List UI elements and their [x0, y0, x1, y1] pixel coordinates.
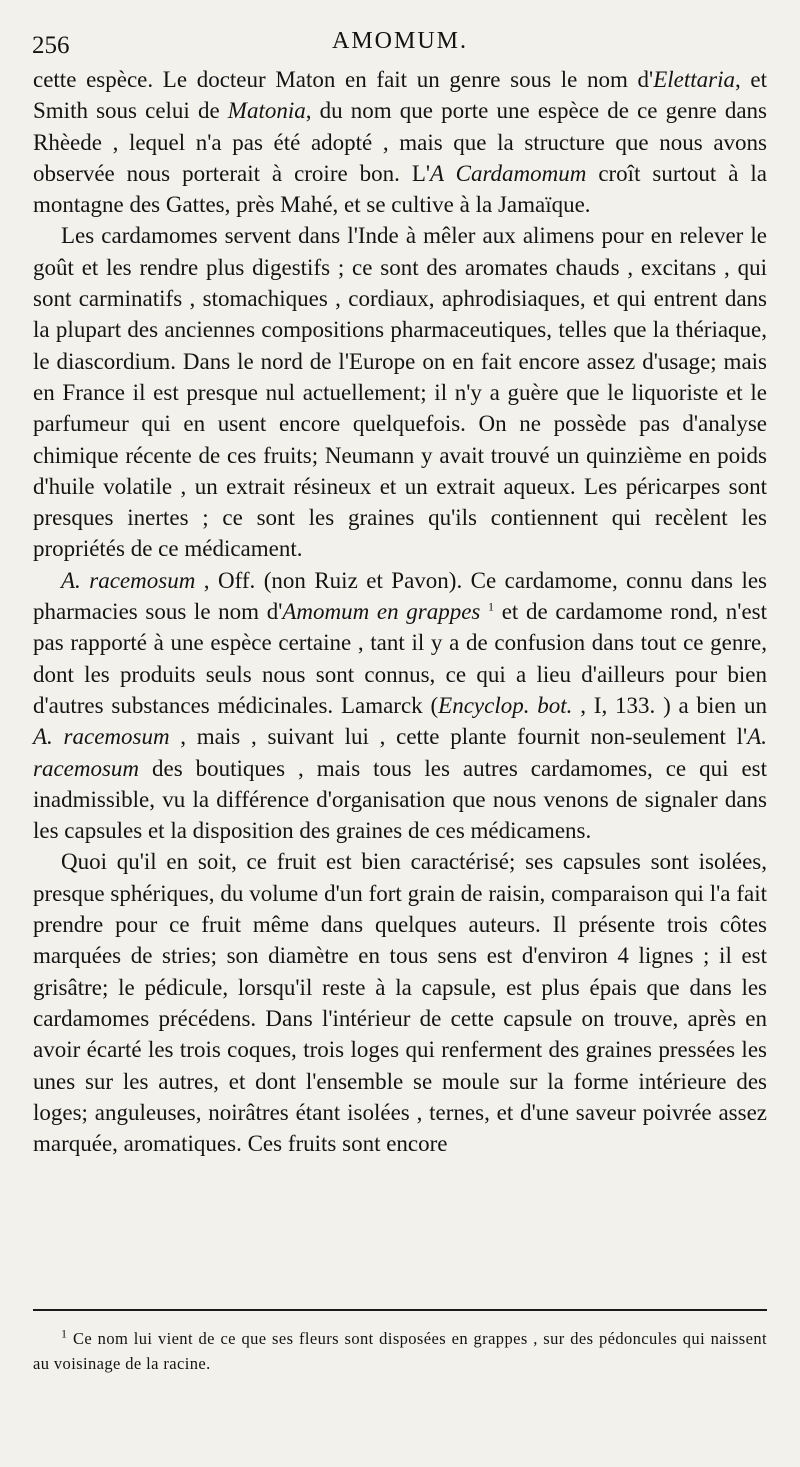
page-number: 256 — [32, 32, 70, 59]
text-run: , et Smith sous celui de — [33, 67, 767, 124]
paragraph — [33, 565, 767, 847]
text-run: Quoi qu'il en soit, ce fruit est bien caractérisé; ses capsules sont isolées, presque sphériques, du volume d'un fort grain de raisin, comparaison qui l'a fait prendre pour ce fruit même dans quelques auteurs. Il présente trois côtes marquées de stries; son diamètre en tous sens est d'environ 4 lignes ; il est grisâtre; le pédicule, lorsqu'il reste à la capsule, est plus épais que dans les cardamomes précédens. Dans l'intérieur de cette capsule on trouve, après en avoir écarté les trois coques, trois loges qui renferment des graines pressées les unes sur les autres, et dont l'ensemble se moule sur la forme intérieure des loges; anguleuses, noirâtres étant isolées , ternes, et d'une saveur poivrée assez marquée, aromatiques. Ces fruits sont encore — [33, 849, 767, 1157]
footnote-divider — [33, 1309, 767, 1311]
text-run: , mais , suivant lui , cette plante fournit non-seulement l' — [169, 724, 748, 750]
running-title: AMOMUM. — [331, 28, 468, 54]
italic-term: A Cardamomum — [430, 160, 587, 186]
italic-term: Matonia — [227, 98, 306, 124]
text-run: et de cardamome rond, n'est pas rapporté à une espèce certaine , tant il y a de confusion dans tout ce genre, dont les produits seuls nous sont connus, ce qui a lieu d'ailleurs pour bien d'autres substances médicinales. Lamarck ( — [33, 599, 767, 718]
footnote — [33, 1326, 767, 1376]
text-run: , I, 133. ) a bien un — [572, 692, 767, 718]
paragraph — [33, 220, 767, 564]
text-run: des boutiques , mais tous les autres cardamomes, ce qui est inadmissible, vu la différence d'organisation que nous venons de signaler dans les capsules et la disposition des graines de ces médicamens. — [33, 755, 767, 844]
paragraph — [33, 846, 767, 1159]
footnote-text: Ce nom lui vient de ce que ses fleurs sont disposées en grappes , sur des pédoncules qui naissent au voisinage de la racine. — [33, 1329, 767, 1373]
text-run: Les cardamomes servent dans l'Inde à mêler aux alimens pour en relever le goût et les rendre plus digestifs ; ce sont des aromates chauds , excitans , qui sont carminatifs , stomachiques , cordiaux, aphrodisiaques, et qui entrent dans la plupart des anciennes compositions pharmaceutiques, telles que la thériaque, le diascordium. Dans le nord de l'Europe on en fait encore assez d'usage; mais en France il est presque nul actuellement; il n'y a guère que le liquoriste et le parfumeur qui en usent encore quelquefois. On ne possède pas d'analyse chimique récente de ces fruits; Neumann y avait trouvé un quinzième en poids d'huile volatile , un extrait résineux et un extrait aqueux. Les péricarpes sont presques inertes ; ce sont les graines qu'ils contiennent qui recèlent les propriétés de ce médicament. — [33, 223, 767, 562]
italic-term: A. racemosum — [61, 567, 196, 593]
text-run: , du nom que porte une espèce de ce genre dans Rhèede , lequel n'a pas été adopté , mais que la structure que nous avons observée nous porterait à croire bon. L' — [33, 98, 767, 186]
footnote-marker: 1 — [61, 1326, 68, 1341]
italic-term: A. racemosum — [33, 724, 170, 750]
text-run: croît surtout à la montagne des Gattes, près Mahé, et se cultive à la Jamaïque. — [33, 160, 767, 218]
italic-term: Encyclop. bot. — [438, 692, 573, 718]
italic-term: Amomum en grappes — [282, 599, 481, 625]
italic-term: Elettaria — [653, 67, 735, 92]
running-head — [0, 22, 800, 62]
footnote-ref: 1 — [488, 599, 495, 614]
italic-term: A. racemosum — [33, 724, 767, 781]
text-run: , Off. (non Ruiz et Pavon). Ce cardamome, connu dans les pharmacies sous le nom d' — [33, 567, 768, 625]
text-run: cette espèce. Le docteur Maton en fait un genre sous le nom d' — [33, 67, 654, 92]
paragraph — [33, 64, 767, 220]
body-text — [33, 64, 767, 1159]
